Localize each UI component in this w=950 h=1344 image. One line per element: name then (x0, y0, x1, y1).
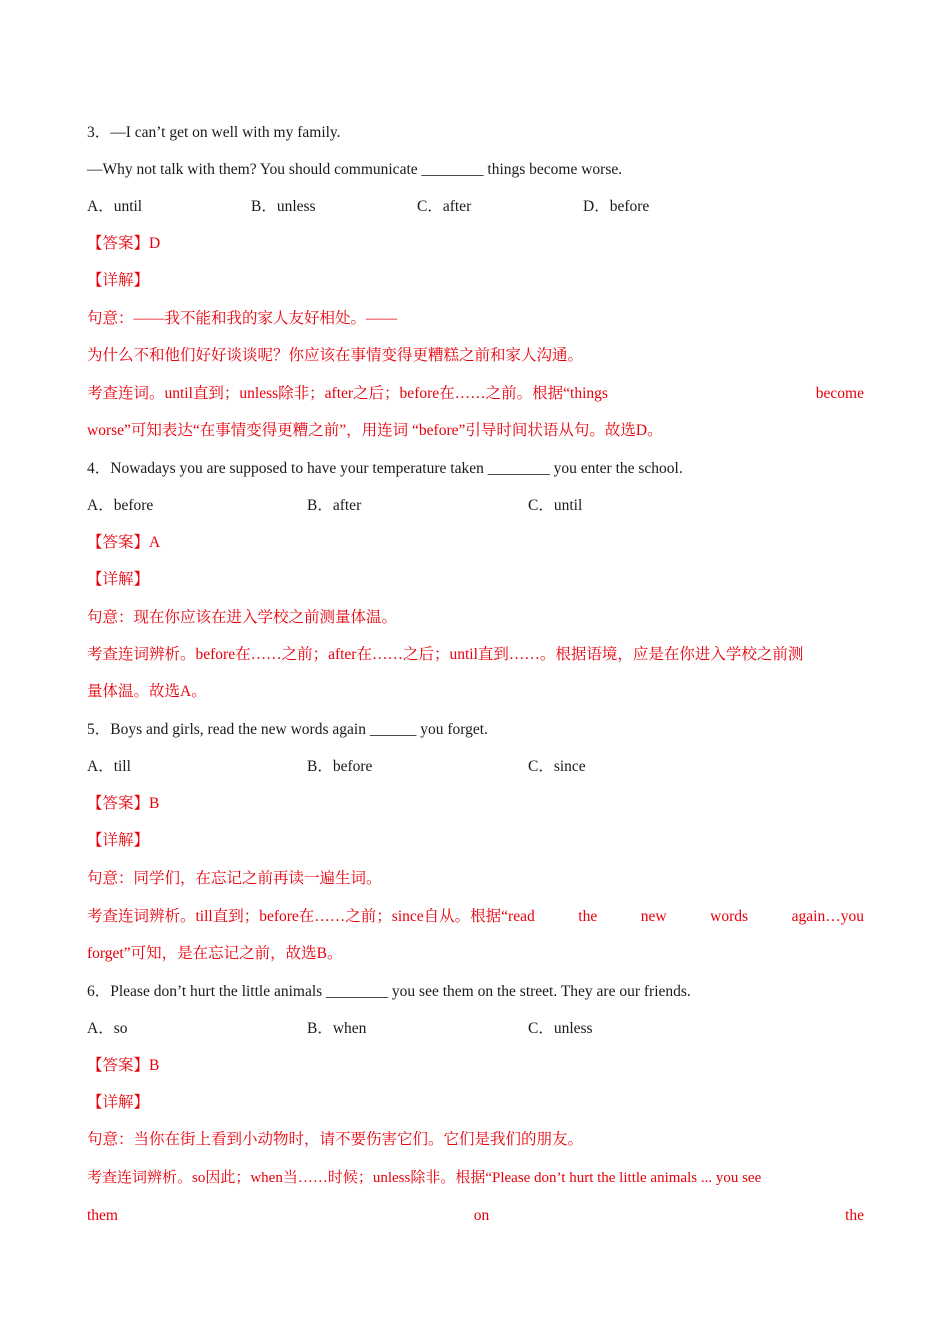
q5-detail-heading: 【详解】 (87, 832, 150, 849)
q6-analysis-2-word: the (845, 1207, 864, 1224)
q5-stem: 5．Boys and girls, read the new words again ______ you forget. (87, 721, 488, 738)
q3-option-a: A．until (87, 198, 143, 215)
q3-option-b: B．unless (251, 198, 316, 215)
q4-answer: 【答案】A (87, 534, 161, 551)
q6-analysis-2-word: them (87, 1207, 118, 1224)
q5-analysis-1 (87, 907, 864, 927)
q6-option-b: B．when (307, 1020, 367, 1037)
q5-answer: 【答案】B (87, 795, 160, 812)
q5-analysis-1-word: words (710, 908, 749, 925)
q3-option-d: D．before (583, 198, 650, 215)
q6-analysis-1: 考查连词辨析。so因此；when当……时候；unless除非。根据“Please don’t hurt the little animals ... you see (87, 1170, 762, 1186)
q4-analysis-2: 量体温。故选A。 (87, 683, 207, 700)
q3-answer: 【答案】D (87, 235, 161, 252)
q6-option-c: C．unless (528, 1020, 593, 1037)
q6-analysis-2-word: on (473, 1207, 490, 1224)
q5-option-c: C．since (528, 758, 586, 775)
q6-detail-heading: 【详解】 (87, 1094, 150, 1111)
q3-analysis-1-part-a: 考查连词。until直到；unless除非；after之后；before在……之前。根据“things (87, 385, 608, 402)
q4-option-c: C．until (528, 497, 583, 514)
q3-meaning-2: 为什么不和他们好好谈谈呢？你应该在事情变得更糟糕之前和家人沟通。 (87, 347, 584, 364)
q3-stem-line-1: 3．—I can’t get on well with my family. (87, 124, 341, 141)
q3-detail-heading: 【详解】 (87, 272, 150, 289)
q5-option-a: A．till (87, 758, 131, 775)
q5-option-b: B．before (307, 758, 373, 775)
q6-analysis-2 (87, 1206, 864, 1226)
q3-option-c: C．after (417, 198, 472, 215)
q5-analysis-2: forget”可知，是在忘记之前，故选B。 (87, 945, 343, 962)
q6-option-a: A．so (87, 1020, 128, 1037)
q5-analysis-1-word: the (578, 908, 598, 925)
q5-meaning: 句意：同学们，在忘记之前再读一遍生词。 (87, 870, 382, 887)
q3-analysis-1 (87, 384, 864, 404)
q5-analysis-1-word: new (640, 908, 667, 925)
q4-meaning: 句意：现在你应该在进入学校之前测量体温。 (87, 609, 398, 626)
q3-analysis-1-part-b: become (815, 385, 864, 402)
q4-analysis-1: 考查连词辨析。before在……之前；after在……之后；until直到……。根据语境，应是在你进入学校之前测 (87, 646, 804, 663)
q3-stem-line-2: —Why not talk with them? You should communicate ________ things become worse. (87, 161, 623, 178)
q4-stem: 4．Nowadays you are supposed to have your temperature taken ________ you enter the school. (87, 460, 683, 477)
q5-analysis-1-word: 考查连词辨析。till直到；before在……之前；since自从。根据“read (87, 908, 535, 925)
q6-answer: 【答案】B (87, 1057, 160, 1074)
q3-analysis-2: worse”可知表达“在事情变得更糟之前”，用连词 “before”引导时间状语从句。故选D。 (87, 422, 663, 439)
q4-detail-heading: 【详解】 (87, 571, 150, 588)
q6-stem: 6．Please don’t hurt the little animals ________ you see them on the street. They are our friends. (87, 983, 691, 1000)
q5-analysis-1-word: again…you (791, 908, 864, 925)
q4-option-a: A．before (87, 497, 154, 514)
q3-meaning-1: 句意：——我不能和我的家人友好相处。—— (87, 310, 398, 327)
q4-option-b: B．after (307, 497, 362, 514)
q6-meaning: 句意：当你在街上看到小动物时，请不要伤害它们。它们是我们的朋友。 (87, 1131, 584, 1148)
